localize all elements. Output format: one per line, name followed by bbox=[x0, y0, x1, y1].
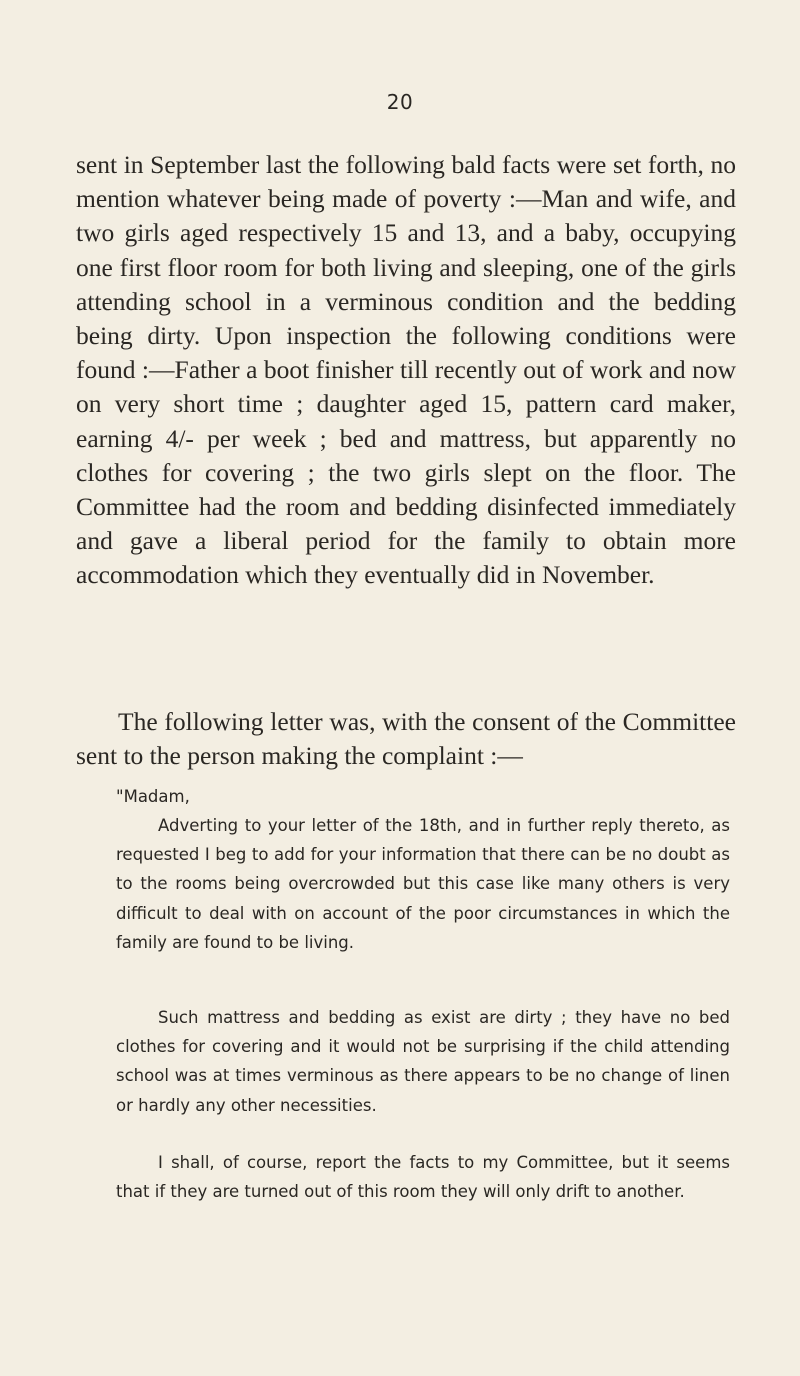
body-paragraph: sent in September last the following bald facts were set forth, no mention whatever being made of poverty :—Man and wife, and two girls aged respectively 15 and 13, and a baby, occupying one first floor room for both living and sleeping, one of the girls attending school in a verminous condition and the bedding being dirty. Upon inspection the following conditions were found :—Father a boot finisher till recently out of work and now on very short time ; daughter aged 15, pattern card maker, earning 4/- per week ; bed and mattress, but apparently no clothes for covering ; the two girls slept on the floor. The Committee had the room and bedding disinfected immediately and gave a liberal period for the family to obtain more accommodation which they eventually did in November. bbox=[76, 150, 736, 590]
letter-salutation: "Madam, bbox=[116, 787, 190, 806]
page-number: 20 bbox=[386, 90, 414, 114]
letter-paragraph: Adverting to your letter of the 18th, and in further reply thereto, as requested I beg to add for your information that there can be no doubt as to the rooms being overcrowded but this case like many others is very difficult to deal with on account of the poor circumstances in which the family are found to be living. bbox=[116, 816, 730, 952]
letter-paragraph: I shall, of course, report the facts to my Committee, but it seems that if they are turned out of this room they will only drift to another. bbox=[116, 1153, 730, 1202]
body-paragraph: The following letter was, with the consent of the Committee sent to the person making the complaint :— bbox=[76, 707, 736, 771]
letter-paragraph: Such mattress and bedding as exist are dirty ; they have no bed clothes for covering and it would not be surprising if the child attending school was at times verminous as there appears to be no change of linen or hardly any other necessities. bbox=[116, 1008, 730, 1115]
